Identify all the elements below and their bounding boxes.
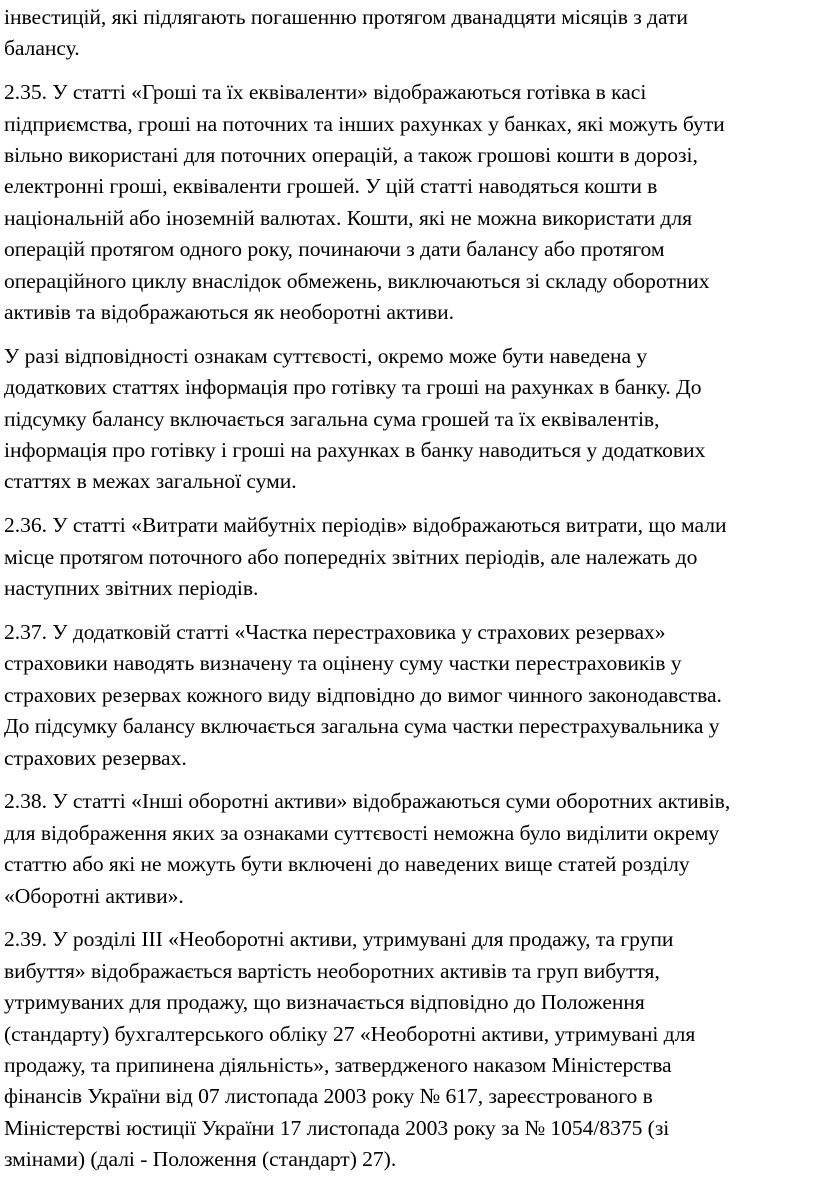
text-line: операційного циклу внаслідок обмежень, виключаються зі складу оборотних xyxy=(4,268,710,293)
text-line: статтю або які не можуть бути включені до наведених вище статей розділу xyxy=(4,852,690,877)
text-line: статтях в межах загальної суми. xyxy=(4,469,297,494)
text-line: вибуття» відображається вартість необоротних активів та груп вибуття, xyxy=(4,958,660,983)
paragraph xyxy=(4,924,812,1175)
text-line: електронні гроші, еквіваленти грошей. У цій статті наводяться кошти в xyxy=(4,174,658,199)
text-line: наступних звітних періодів. xyxy=(4,576,259,601)
paragraph xyxy=(4,510,812,604)
paragraph xyxy=(4,77,812,328)
text-line: До підсумку балансу включається загальна сума частки перестрахувальника у xyxy=(4,714,720,739)
text-line: змінами) (далі - Положення (стандарт) 27). xyxy=(4,1147,397,1172)
text-line: інвестицій, які підлягають погашенню протягом дванадцяти місяців з дати xyxy=(4,5,688,29)
text-line: 2.39. У розділі ІІІ «Необоротні активи, утримувані для продажу, та групи xyxy=(4,927,674,952)
text-line: «Оборотні активи». xyxy=(4,883,184,908)
text-line: страхових резервах. xyxy=(4,745,187,770)
text-line: 2.36. У статті «Витрати майбутніх періодів» відображаються витрати, що мали xyxy=(4,513,727,538)
text-line: підсумку балансу включається загальна сума грошей та їх еквівалентів, xyxy=(4,406,660,431)
text-line: вільно використані для поточних операцій, а також грошові кошти в дорозі, xyxy=(4,143,698,168)
paragraph xyxy=(4,341,812,498)
text-line: операцій протягом одного року, починаючи з дати балансу або протягом xyxy=(4,237,665,262)
text-line: 2.37. У додатковій статті «Частка перестраховика у страхових резервах» xyxy=(4,619,666,644)
document-page xyxy=(4,2,812,1188)
text-line: утримуваних для продажу, що визначається відповідно до Положення xyxy=(4,990,645,1015)
text-line: страховики наводять визначену та оцінену суму частки перестраховиків у xyxy=(4,651,682,676)
text-line: додаткових статтях інформація про готівку та гроші на рахунках в банку. До xyxy=(4,375,702,400)
text-line: Міністерстві юстиції України 17 листопада 2003 року за № 1054/8375 (зі xyxy=(4,1115,670,1140)
text-line: У разі відповідності ознакам суттєвості, окремо може бути наведена у xyxy=(4,343,648,368)
text-line: інформація про готівку і гроші на рахунках в банку наводиться у додаткових xyxy=(4,438,706,463)
text-line: 2.35. У статті «Гроші та їх еквіваленти» відображаються готівка в касі xyxy=(4,80,647,105)
text-line: для відображення яких за ознаками суттєвості неможна було виділити окрему xyxy=(4,820,720,845)
paragraph xyxy=(4,2,812,65)
text-line: активів та відображаються як необоротні активи. xyxy=(4,300,454,325)
paragraph xyxy=(4,617,812,774)
paragraph xyxy=(4,786,812,912)
text-line: страхових резервах кожного виду відповідно до вимог чинного законодавства. xyxy=(4,682,722,707)
text-line: 2.38. У статті «Інші оборотні активи» відображаються суми оборотних активів, xyxy=(4,789,731,814)
text-line: балансу. xyxy=(4,36,80,61)
text-line: фінансів України від 07 листопада 2003 року № 617, зареєстрованого в xyxy=(4,1084,653,1109)
text-line: підприємства, гроші на поточних та інших рахунках у банках, які можуть бути xyxy=(4,111,725,136)
document-body xyxy=(4,2,812,1176)
text-line: продажу, та припинена діяльність», затвердженого наказом Міністерства xyxy=(4,1052,672,1077)
text-line: (стандарту) бухгалтерського обліку 27 «Необоротні активи, утримувані для xyxy=(4,1021,696,1046)
text-line: місце протягом поточного або попередніх звітних періодів, але належать до xyxy=(4,544,698,569)
text-line: національній або іноземній валютах. Кошти, які не можна використати для xyxy=(4,205,692,230)
